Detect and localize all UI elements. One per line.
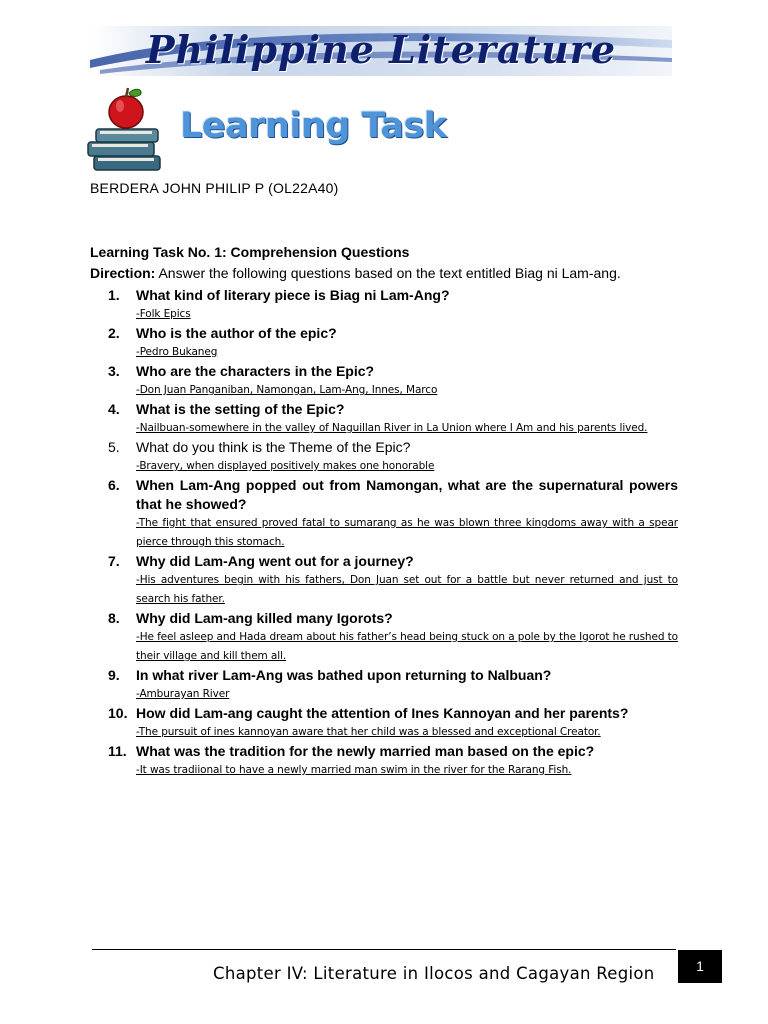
learning-task-heading: Learning Task bbox=[180, 106, 447, 146]
question-item: 5. What do you think is the Theme of the Epic? bbox=[108, 438, 678, 457]
question-text: Why did Lam-Ang went out for a journey? bbox=[136, 553, 414, 569]
answer-text: -The fight that ensured proved fatal to sumarang as he was blown three kingdoms away with a spear pierce through this stomach. bbox=[136, 517, 678, 548]
answer-text: -The pursuit of ines kannoyan aware that her child was a blessed and exceptional Creator. bbox=[136, 726, 601, 738]
header-banner bbox=[90, 26, 672, 76]
question-item: 4. What is the setting of the Epic? bbox=[108, 400, 678, 419]
question-text: What kind of literary piece is Biag ni Lam-Ang? bbox=[136, 287, 450, 303]
question-text: What do you think is the Theme of the Epic? bbox=[136, 439, 411, 455]
footer-divider bbox=[92, 949, 676, 950]
page-number: 1 bbox=[678, 950, 722, 983]
answer-text: -His adventures begin with his fathers, Don Juan set out for a battle but never returned and just to search his father. bbox=[136, 574, 678, 605]
question-item: 9. In what river Lam-Ang was bathed upon returning to Nalbuan? bbox=[108, 666, 678, 685]
question-text: How did Lam-ang caught the attention of Ines Kannoyan and her parents? bbox=[136, 705, 629, 721]
question-text: Who are the characters in the Epic? bbox=[136, 363, 375, 379]
question-item: 3. Who are the characters in the Epic? bbox=[108, 362, 678, 381]
question-text: In what river Lam-Ang was bathed upon returning to Nalbuan? bbox=[136, 667, 552, 683]
answer-text: -It was tradiional to have a newly married man swim in the river for the Rarang Fish. bbox=[136, 764, 572, 776]
question-item: 6. When Lam-Ang popped out from Namongan, what are the supernatural powers that he showed? bbox=[108, 477, 678, 512]
question-text: What was the tradition for the newly married man based on the epic? bbox=[136, 743, 595, 759]
answer-text: -Folk Epics bbox=[136, 308, 191, 320]
answer-text: -Bravery, when displayed positively makes one honorable bbox=[136, 460, 435, 472]
question-text: What is the setting of the Epic? bbox=[136, 401, 345, 417]
answer-text: -He feel asleep and Hada dream about his father’s head being stuck on a pole by the Igorot he rushed to their village and kill them all. bbox=[136, 631, 678, 662]
question-text: Why did Lam-ang killed many Igorots? bbox=[136, 610, 393, 626]
student-name: BERDERA JOHN PHILIP P (OL22A40) bbox=[90, 180, 339, 196]
question-item: 10. How did Lam-ang caught the attention of Ines Kannoyan and her parents? bbox=[108, 704, 678, 723]
question-item: 11. What was the tradition for the newly married man based on the epic? bbox=[108, 742, 678, 761]
question-item: 1. What kind of literary piece is Biag ni Lam-Ang? bbox=[108, 286, 678, 305]
question-text: When Lam-Ang popped out from Namongan, what are the supernatural powers that he showed? bbox=[136, 477, 678, 512]
answer-text: -Nailbuan-somewhere in the valley of Naguillan River in La Union where I Am and his parents lived. bbox=[136, 422, 648, 434]
banner-title: Philippine Literature bbox=[145, 27, 617, 72]
answer-text: -Amburayan River bbox=[136, 688, 230, 700]
direction-label: Direction: bbox=[90, 265, 156, 281]
answer-text: -Don Juan Panganiban, Namongan, Lam-Ang, Innes, Marco bbox=[136, 384, 438, 396]
answer-text: -Pedro Bukaneg bbox=[136, 346, 218, 358]
direction-text: Answer the following questions based on the text entitled Biag ni Lam-ang. bbox=[155, 265, 621, 281]
question-item: 8. Why did Lam-ang killed many Igorots? bbox=[108, 609, 678, 628]
question-list bbox=[108, 286, 678, 780]
question-item: 2. Who is the author of the epic? bbox=[108, 324, 678, 343]
question-item: 7. Why did Lam-Ang went out for a journey? bbox=[108, 552, 678, 571]
question-text: Who is the author of the epic? bbox=[136, 325, 337, 341]
task-title: Learning Task No. 1: Comprehension Questions bbox=[90, 244, 410, 260]
apple-books-icon bbox=[80, 86, 172, 176]
direction bbox=[90, 265, 621, 281]
chapter-title: Chapter IV: Literature in Ilocos and Cagayan Region bbox=[213, 964, 655, 983]
